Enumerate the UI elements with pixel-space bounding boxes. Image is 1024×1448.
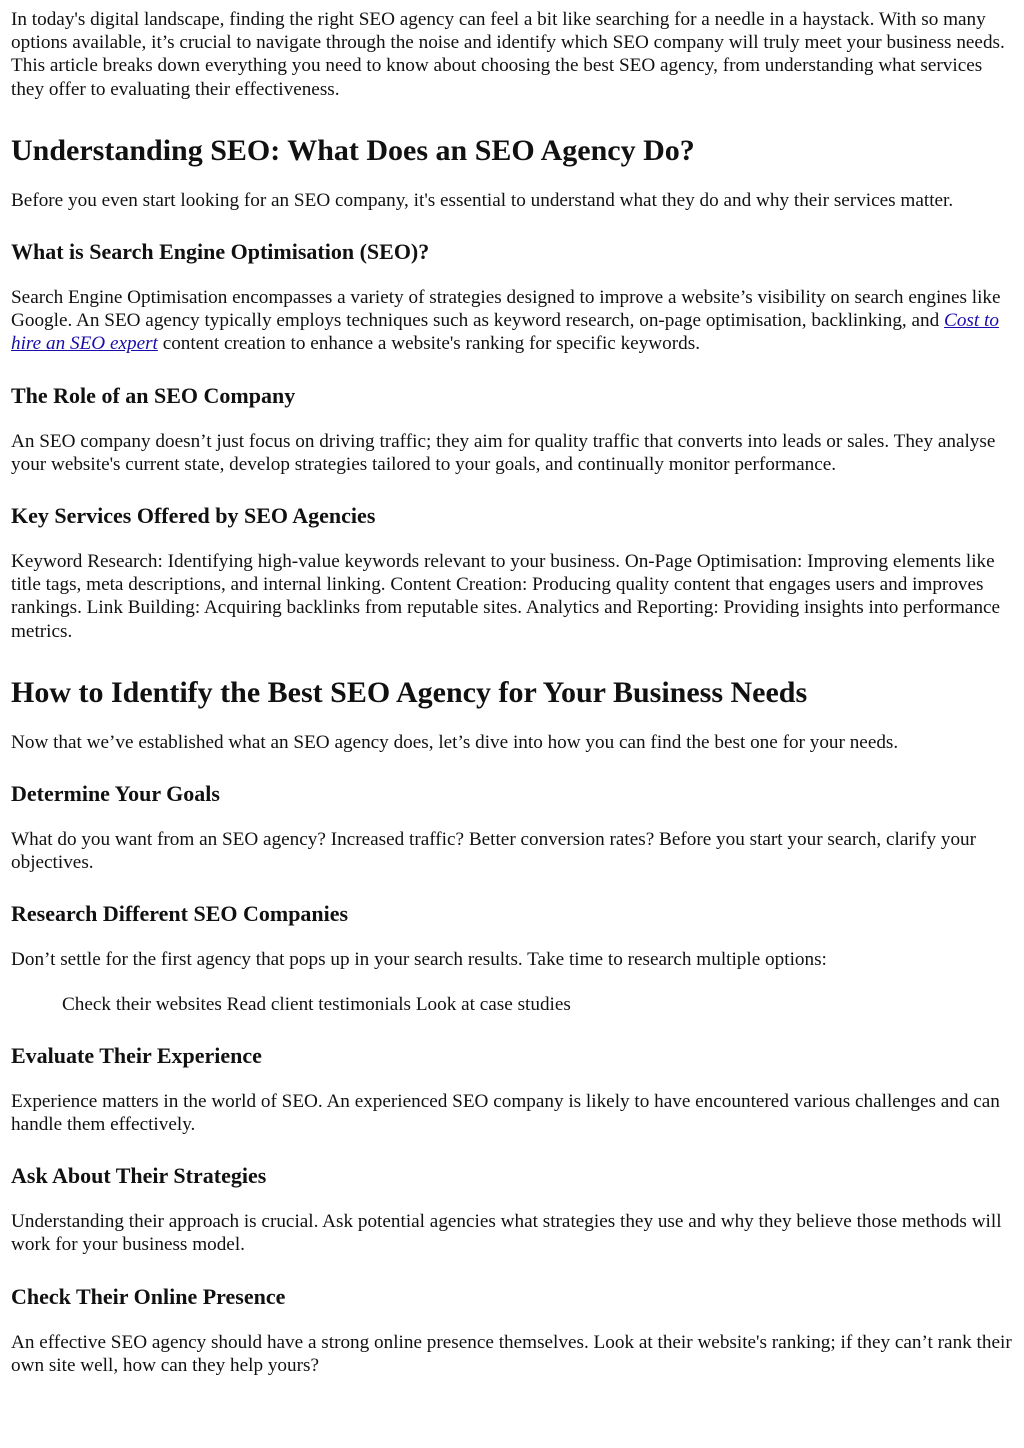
paragraph-seo-text-2: content creation to enhance a website's ranking for specific keywords. [157,333,700,355]
heading-research: Research Different SEO Companies [11,901,349,927]
heading-key-services: Key Services Offered by SEO Agencies [11,503,376,529]
intro-paragraph: In today's digital landscape, finding the right SEO agency can feel a bit like searching for a needle in a haystack. With so many options available, it’s crucial to navigate through the noise and identify which SEO company will truly meet your business needs. This article breaks down everything you need to know about choosing the best SEO agency, from understanding what services they offer to evaluating their effectiveness. [11,9,1005,100]
paragraph-research: Don’t settle for the first agency that pops up in your search results. Take time to research multiple options: [11,949,827,971]
paragraph-online-presence: An effective SEO agency should have a strong online presence themselves. Look at their website's ranking; if they can’t rank their own site well, how can they help yours? [11,1331,1012,1376]
paragraph-now: Now that we’ve established what an SEO agency does, let’s dive into how you can find the best one for your needs. [11,731,899,753]
heading-understanding-seo: Understanding SEO: What Does an SEO Agency Do? [11,133,695,167]
heading-online-presence: Check Their Online Presence [11,1283,286,1309]
research-list: Check their websites Read client testimonials Look at case studies [62,993,571,1015]
paragraph-seo-definition [11,286,1013,356]
paragraph-strategies: Understanding their approach is crucial. Ask potential agencies what strategies they use and why they believe those methods will work for your business model. [11,1211,1002,1256]
paragraph-experience: Experience matters in the world of SEO. An experienced SEO company is likely to have encountered various challenges and can handle them effectively. [11,1090,1000,1136]
paragraph-seo-text-1: Search Engine Optimisation encompasses a variety of strategies designed to improve a website’s visibility on search engines like Google. An SEO agency typically employs techniques such as keyword research, on-page optimisation, backlinking, and [11,287,1001,332]
heading-identify-best: How to Identify the Best SEO Agency for Your Business Needs [11,675,808,709]
heading-goals: Determine Your Goals [11,781,220,807]
heading-role: The Role of an SEO Company [11,382,296,408]
paragraph-role: An SEO company doesn’t just focus on driving traffic; they aim for quality traffic that converts into leads or sales. They analyse your website's current state, develop strategies tailored to your goals, and continually monitor performance. [11,430,996,475]
heading-what-is-seo: What is Search Engine Optimisation (SEO)? [11,239,430,265]
heading-experience: Evaluate Their Experience [11,1042,262,1068]
paragraph-key-services: Keyword Research: Identifying high-value keywords relevant to your business. On-Page Optimisation: Improving elements like title tags, meta descriptions, and internal linking. Content Creation: Producing quality content that engages users and improves rankings. Link Building: Acquiring backlinks from reputable sites. Analytics and Reporting: Providing insights into performance metrics. [11,551,1001,642]
heading-strategies: Ask About Their Strategies [11,1163,267,1189]
paragraph-goals: What do you want from an SEO agency? Increased traffic? Better conversion rates? Before you start your search, clarify your objectives. [11,829,977,874]
paragraph-before: Before you even start looking for an SEO company, it's essential to understand what they do and why their services matter. [11,189,954,211]
cost-to-hire-link[interactable]: Cost to hire an SEO expert [11,310,999,355]
